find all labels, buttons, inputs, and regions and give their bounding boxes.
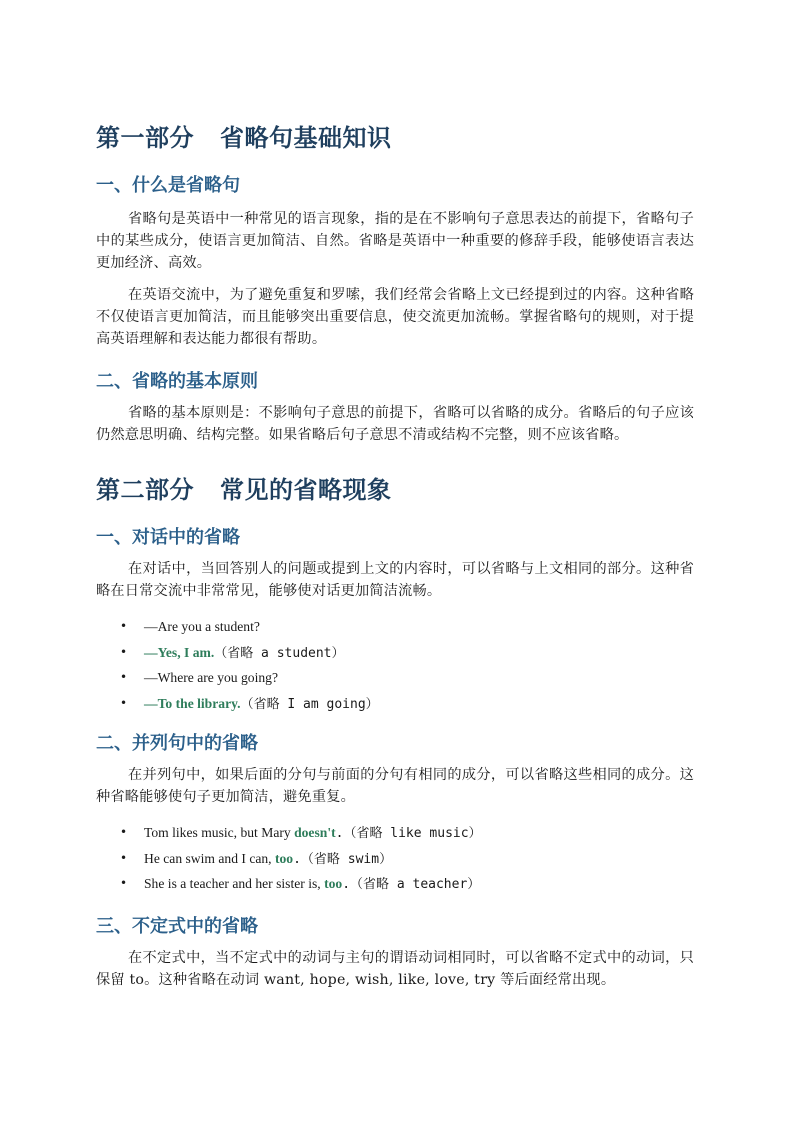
part2-sec1-title: 一、对话中的省略 xyxy=(96,527,240,548)
bullet-icon: • xyxy=(120,825,128,839)
document-page xyxy=(96,118,694,991)
list-item: • —To the library.（省略 I am going） xyxy=(96,691,694,717)
bullet-icon: • xyxy=(120,644,128,659)
part2-sec2-para1: 在并列句中，如果后面的分句与前面的分句有相同的成分，可以省略这些相同的成分。这种省略能够使句子更加简洁，避免重复。 xyxy=(96,767,694,805)
part1-sec1-para1: 省略句是英语中一种常见的语言现象，指的是在不影响句子意思表达的前提下，省略句子中的某些成分，使语言更加简洁、自然。省略是英语中一种重要的修辞手段，能够使语言表达更加经济、高效。 xyxy=(96,211,694,271)
list-item: • —Are you a student? xyxy=(96,614,694,640)
part1-title: 第一部分 省略句基础知识 xyxy=(96,124,392,152)
part2-sec2-title: 二、并列句中的省略 xyxy=(96,733,258,754)
coordinate-examples-list xyxy=(96,820,694,897)
list-item: • Tom likes music, but Mary doesn't.（省略 like music） xyxy=(96,820,694,846)
part1-sec1-para2: 在英语交流中，为了避免重复和罗嗦，我们经常会省略上文已经提到过的内容。这种省略不仅使语言更加简洁，而且能够突出重要信息，使交流更加流畅。掌握省略句的规则，对于提高英语理解和表达能力都很有帮助。 xyxy=(96,287,694,347)
part1-sec1-title: 一、什么是省略句 xyxy=(96,175,240,196)
list-item: • He can swim and I can, too.（省略 swim） xyxy=(96,846,694,872)
part2-sec3-title: 三、不定式中的省略 xyxy=(96,915,258,937)
part2-sec3-para1: 在不定式中，当不定式中的动词与主句的谓语动词相同时，可以省略不定式中的动词，只保留 to。这种省略在动词 want, hope, wish, like, love, try 等后面经常出现。 xyxy=(96,949,694,988)
part1-sec2-para1: 省略的基本原则是：不影响句子意思的前提下，省略可以省略的成分。省略后的句子应该仍然意思明确、结构完整。如果省略后句子意思不清或结构不完整，则不应该省略。 xyxy=(96,405,694,443)
part2-sec1-para1: 在对话中，当回答别人的问题或提到上文的内容时，可以省略与上文相同的部分。这种省略在日常交流中非常常见，能够使对话更加简洁流畅。 xyxy=(96,561,694,599)
bullet-icon: • xyxy=(120,619,128,633)
bullet-icon: • xyxy=(120,876,128,890)
bullet-icon: • xyxy=(120,670,128,684)
list-item: • —Yes, I am.（省略 a student） xyxy=(96,640,694,666)
list-item: • She is a teacher and her sister is, too.（省略 a teacher） xyxy=(96,871,694,897)
bullet-icon: • xyxy=(120,695,128,710)
dialogue-examples-list xyxy=(96,614,694,716)
list-item: • —Where are you going? xyxy=(96,665,694,691)
bullet-icon: • xyxy=(120,850,128,865)
part1-sec2-title: 二、省略的基本原则 xyxy=(96,371,258,392)
part2-title: 第二部分 常见的省略现象 xyxy=(96,476,392,504)
